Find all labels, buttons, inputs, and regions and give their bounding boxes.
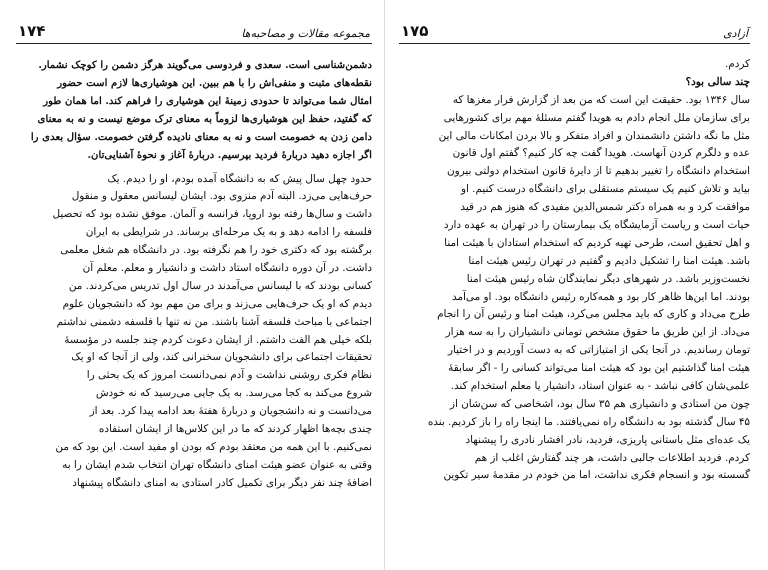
text-line: دیدم که او یک حرف‌هایی می‌زند و برای من مهم بود که دانشجویان علوم (62, 297, 372, 310)
text-line: کردم. (724, 58, 750, 70)
text-line: که گفتید، حفظ این هوشیاری‌ها لزوماً به معنای ترک موضع نیست و نه به معنای (37, 113, 372, 126)
text-line: علمی‌شان کافی نباشد - به عنوان استاد، دانشیار یا معلم استخدام کند. (450, 380, 750, 393)
right-page (384, 0, 768, 570)
text-line: اجتماعی با مباحث فلسفه آشنا باشند. من نه تنها با فلسفه دشمنی نداشتم (56, 315, 372, 328)
text-line: کسانی بودند که با لیسانس می‌آمدند در سال اول تدریس می‌کردند. من (68, 279, 372, 292)
right-page-body (399, 56, 750, 485)
text-line: بلکه خیلی هم الفت داشتم. از ایشان دعوت کردم چند جلسه در مؤسسهٔ (64, 333, 372, 346)
text-line: داشت. در آن دوره دانشگاه استاد داشت و دانشیار و معلم. معلم آن (82, 262, 372, 275)
text-line: گسسته بود و انسجام فکری نداشت، اما من خودم در مقدمهٔ سیر تکوین (443, 469, 750, 482)
text-line: استخدام دانشگاه را تغییر بدهیم تا از دایرهٔ قانون استخدام دولتی بیرون (446, 165, 750, 178)
text-line: چندی بچه‌ها اظهار کردند که ما در این کلاس‌ها از ایشان استفاده (98, 423, 372, 436)
interviewer-passage (16, 56, 372, 165)
text-line: نظام فکری روشنی نداشت و آدم نمی‌دانست امروز که یک بحثی را (86, 369, 372, 382)
text-line: کردم. فردید اطلاعات جالبی داشت، هر چند گفتارش اغلب از هم (474, 451, 750, 464)
right-page-number: ۱۷۵ (401, 22, 429, 40)
text-line: نقطه‌های مثبت و منفی‌اش را با هم ببین. این هوشیاری‌ها لازم است حضور (57, 77, 372, 90)
text-line: نخست‌وزیر باشد. در شهرهای دیگر نمایندگان شاه رئیس هیئت امنا (466, 272, 750, 285)
text-line: حدود چهل سال پیش که به دانشگاه آمده بودم، او را دیدم. یک (107, 172, 372, 185)
text-line: نمی‌کنیم. با این همه من معتقد بودم که بودن او مفید است. این بود که من (55, 440, 372, 453)
text-line: تومان رساندیم. در آنجا یکی از امتیازاتی که به دست آوردیم و در اختیار (447, 344, 750, 357)
left-running-title: مجموعه مقالات و مصاحبه‌ها (241, 27, 370, 40)
text-line: داشت و سال‌ها رفته بود اروپا، فرانسه و آلمان. موفق نشده بود که تحصیل (52, 208, 372, 221)
text-line: مثل ما نگه داشتن دانشمندان و افراد متفکر و بالا بردن امکانات مالی این (438, 129, 750, 142)
left-page-number: ۱۷۴ (18, 22, 46, 40)
text-line: حرف‌هایی می‌زد. البته آدم منزوی بود. ایشان لیسانس معقول و منقول (71, 190, 372, 203)
text-line: برگشته بود که دکتری خود را هم نگرفته بود. در دانشگاه هم شغل معلمی (60, 244, 372, 257)
text-line: می‌دانست و نه دانشجویان و دربارهٔ هفتهٔ بعد ادامه پیدا کرد. بعد از (89, 405, 372, 418)
text-line: حیات است و ریاست آزمایشگاه یک بیمارستان را در تهران به عهده دارد (443, 219, 750, 232)
answer-passage (16, 171, 372, 493)
text-line: دامن زدن به خصومت است و نه به معنای نادیده گرفتن خصومت. سؤال بعدی را (30, 131, 372, 144)
text-line: موافقت کرد و به همراه دکتر شمس‌الدین مفیدی که هنوز هم در قید (460, 201, 750, 214)
text-line: چون من استادی و دانشیاری هم ۳۵ سال بود، اشخاصی که سن‌شان از (449, 397, 750, 410)
text-line: هیئت امنا گذاشتیم این بود که هیئت امنا می‌تواند کسانی را - اگر سابقهٔ (448, 362, 750, 375)
text-line: عده و دلگرم کردن آنهاست. هویدا گفت چه کار کنیم؟ گفتم اول قانون (452, 147, 750, 160)
left-page-header (16, 6, 372, 44)
text-line: اگر اجازه دهید دربارهٔ فردید بپرسیم. دربارهٔ آغاز و نحوهٔ آشنایی‌تان. (87, 149, 372, 162)
question-line: چند سالی بود؟ (685, 75, 750, 88)
left-page-body (16, 56, 372, 493)
text-line: می‌داد. از این طریق ما حقوق مشخص تومانی دانشیاران را به سه هزار (445, 326, 750, 339)
text-line: سال ۱۳۴۶ بود. حقیقت این است که من بعد از گزارش فرار مغزها که (452, 93, 750, 106)
text-line: ۴۵ سال گذشته بود به دانشگاه راه نمی‌یافتند. ما اینجا راه را باز کردیم. بنده (427, 415, 750, 428)
text-line: و اهل تحقیق است، طرحی تهیه کردیم که استخدام استادان با هیئت امنا (444, 236, 750, 249)
right-page-header (399, 6, 750, 44)
text-line: اضافهٔ چند نفر دیگر برای تکمیل کادر استادی به امنای دانشگاه پیشنهاد (72, 476, 372, 489)
text-line: امثال شما می‌تواند تا حدودی زمینهٔ این هوشیاری را فراهم کند. اما همان طور (43, 95, 372, 108)
text-line: دشمن‌شناسی است. سعدی و فردوسی می‌گویند هرگز دشمن را کوچک نشمار. (38, 59, 372, 71)
text-line: وقتی به عنوان عضو هیئت امنای دانشگاه تهران انتخاب شدم ایشان را به (62, 458, 372, 471)
text-line: فلسفه را ادامه دهد و به یک مرحله‌ای برساند. در شرایطی به ایران (85, 226, 372, 239)
text-line: بودند. اما این‌ها ظاهر کار بود و همه‌کاره رئیس دانشگاه بود. او می‌آمد (452, 290, 750, 303)
text-line: برای سازمان ملل انجام دادم به هویدا گفتم مسئلهٔ مهم برای کشورهایی (443, 111, 750, 124)
text-line: شروع می‌کند به کجا می‌رسد. به یک جایی می‌رسید که نه خودش (95, 387, 372, 400)
text-line: بیاید و تلاش کنیم یک سیستم مستقلی برای دانشگاه درست کنیم. او (460, 183, 750, 196)
text-line: طرح می‌داد و کاری که باید مجلس می‌کرد، هیئت امنا و رئیس آن را انجام (437, 308, 750, 321)
text-line: یک عده‌ای مثل باستانی پاریزی، فردید، نادر افشار نادری را پیشنهاد (465, 433, 750, 446)
text-line: باشد. هیئت امنا را تشکیل دادیم و گفتیم در تهران رئیس هیئت امنا (468, 254, 750, 267)
right-running-title: آزادی (723, 27, 748, 40)
text-line: تحقیقات اجتماعی برای دانشجویان سخنرانی کند، ولی از آنجا که او یک (71, 351, 372, 364)
